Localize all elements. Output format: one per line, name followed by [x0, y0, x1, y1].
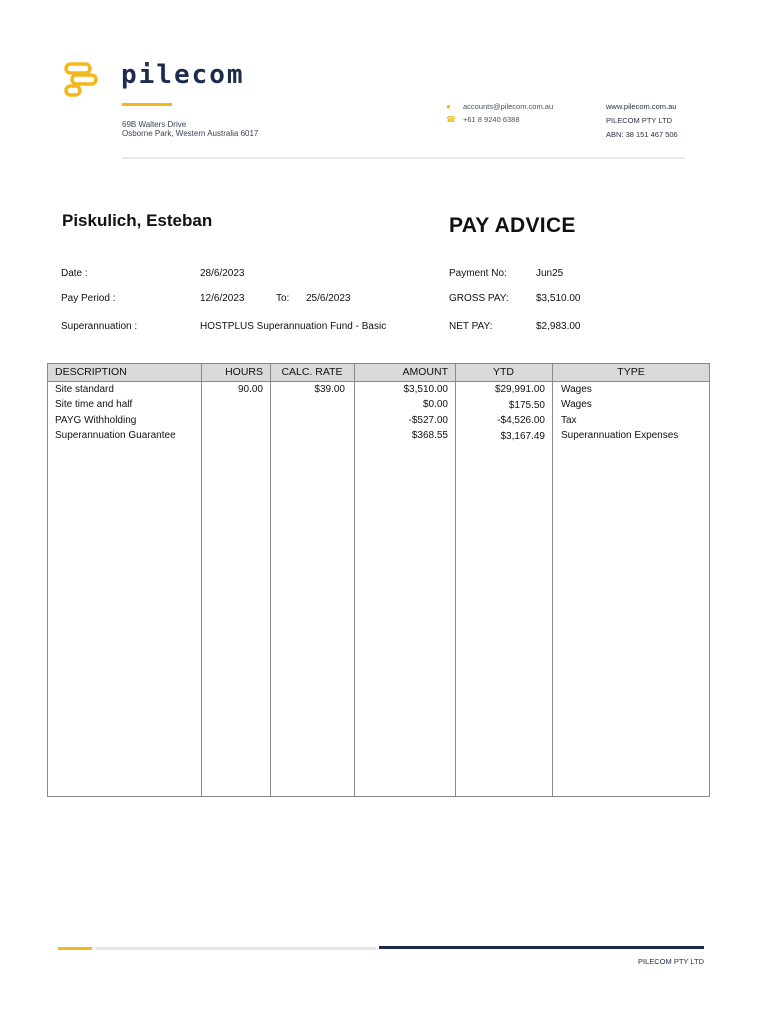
payment-no-value: Jun25 [536, 268, 564, 279]
table-row-type: Superannuation Expenses [561, 430, 679, 441]
gross-pay-label: GROSS PAY: [449, 293, 509, 304]
table-row-description: Superannuation Guarantee [55, 430, 176, 441]
address-line-1: 69B Walters Drive [122, 120, 187, 129]
brand-name: pilecom [121, 60, 245, 90]
pay-items-table [47, 363, 710, 797]
column-divider [270, 364, 271, 796]
company-name: PILECOM PTY LTD [606, 116, 672, 125]
table-row-amount: $368.55 [411, 430, 448, 441]
table-row-ytd: $175.50 [508, 400, 545, 411]
gross-pay-value: $3,510.00 [536, 293, 581, 304]
company-abn: ABN: 38 151 467 506 [606, 130, 678, 139]
date-value: 28/6/2023 [200, 268, 245, 279]
superannuation-value: HOSTPLUS Superannuation Fund - Basic [200, 321, 387, 332]
superannuation-label: Superannuation : [61, 321, 138, 332]
header-divider [122, 157, 685, 159]
email-icon: ● [446, 102, 451, 111]
column-divider [354, 364, 355, 796]
address-line-2: Osborne Park, Western Australia 6017 [122, 129, 259, 138]
header-ytd: YTD [493, 366, 514, 378]
email-address[interactable]: accounts@pilecom.com.au [463, 102, 554, 111]
pay-period-to-label: To: [276, 293, 290, 304]
table-row-hours: 90.00 [237, 384, 263, 395]
table-row-amount: $3,510.00 [403, 384, 448, 395]
document-title: PAY ADVICE [449, 214, 576, 237]
table-row-amount: $0.00 [422, 399, 448, 410]
pay-period-label: Pay Period : [61, 293, 116, 304]
header-hours: HOURS [225, 366, 263, 378]
table-row-description: Site standard [55, 384, 114, 395]
column-divider [201, 364, 202, 796]
brand-underline [122, 103, 172, 106]
table-row-ytd: $3,167.49 [500, 431, 545, 442]
net-pay-label: NET PAY: [449, 321, 493, 332]
table-row-ytd: -$4,526.00 [497, 415, 545, 426]
pay-period-from: 12/6/2023 [200, 293, 245, 304]
phone-number: +61 8 9240 6388 [463, 115, 520, 124]
payment-no-label: Payment No: [449, 268, 507, 279]
pilecom-logo-icon [64, 62, 98, 98]
table-row-description: Site time and half [55, 399, 133, 410]
net-pay-value: $2,983.00 [536, 321, 581, 332]
table-row-type: Tax [561, 415, 577, 426]
table-row-rate: $39.00 [314, 384, 345, 395]
employee-name: Piskulich, Esteban [62, 211, 213, 230]
footer-company-name: PILECOM PTY LTD [638, 957, 704, 966]
header-description: DESCRIPTION [55, 366, 127, 378]
header-amount: AMOUNT [402, 366, 448, 378]
table-row-ytd: $29,991.00 [494, 384, 545, 395]
column-divider [552, 364, 553, 796]
pay-period-to: 25/6/2023 [306, 293, 351, 304]
footer-navy-bar [379, 946, 704, 949]
date-label: Date : [61, 268, 88, 279]
table-row-amount: -$527.00 [408, 415, 448, 426]
column-divider [455, 364, 456, 796]
phone-icon: ☎ [446, 115, 456, 124]
table-row-description: PAYG Withholding [55, 415, 137, 426]
table-row-type: Wages [561, 399, 592, 410]
header-type: TYPE [617, 366, 645, 378]
table-row-type: Wages [561, 384, 592, 395]
website-link[interactable]: www.pilecom.com.au [606, 102, 677, 111]
footer-grey-bar [96, 947, 376, 950]
footer-accent-bar [58, 947, 92, 950]
header-calc-rate: CALC. RATE [281, 366, 343, 378]
